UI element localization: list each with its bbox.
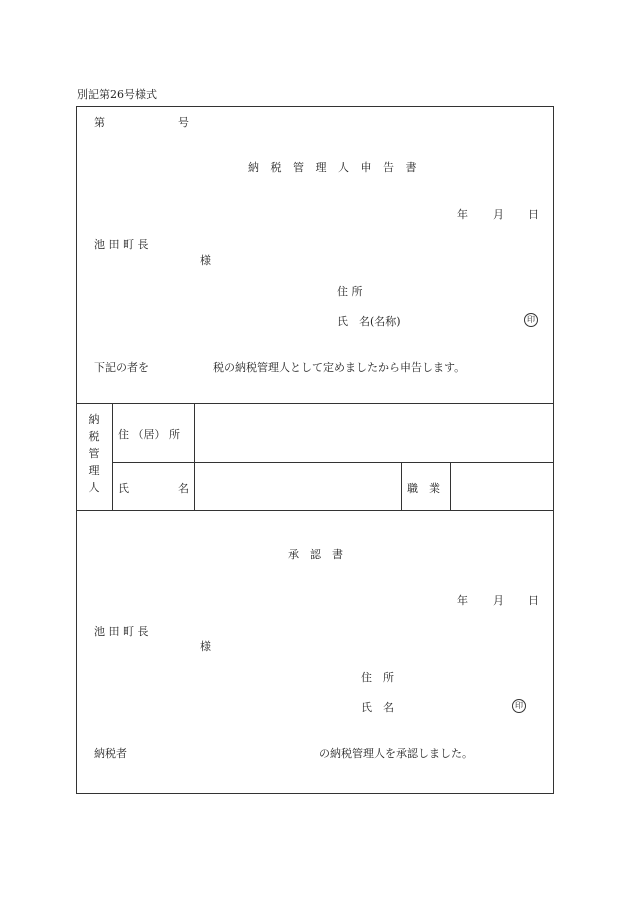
table-col-line-2 [194, 403, 195, 510]
table-col-line-3 [401, 462, 402, 510]
declaration-name-label: 氏 名(名称) [337, 315, 401, 328]
side-char: 税 [88, 430, 100, 443]
seal-icon: 印 [524, 313, 538, 327]
form-frame [76, 106, 554, 794]
table-col-line-4 [450, 462, 451, 510]
declaration-address-label: 住 所 [337, 285, 363, 298]
declaration-body-left: 下記の者を [94, 361, 149, 374]
declaration-body-right: 税の納税管理人として定めましたから申告します。 [213, 361, 466, 374]
approval-addressee: 池 田 町 長 [94, 625, 149, 638]
approval-name-label: 氏 名 [361, 701, 394, 714]
approval-date-year: 年 [457, 594, 468, 607]
name-label-left: 氏 [118, 482, 129, 495]
side-char: 理 [88, 464, 100, 477]
approval-date-month: 月 [493, 594, 504, 607]
declaration-addressee: 池 田 町 長 [94, 238, 149, 251]
table-col-line-1 [112, 403, 113, 510]
approval-address-label: 住 所 [361, 671, 394, 684]
taxpayer-label: 納税者 [94, 747, 127, 760]
side-char: 管 [88, 447, 100, 460]
seal-icon: 印 [512, 699, 526, 713]
residence-label: 住 （居） 所 [118, 428, 180, 441]
number-go: 号 [178, 116, 189, 129]
approval-date-day: 日 [528, 594, 539, 607]
table-mid-line [112, 462, 554, 463]
table-bottom-line [76, 510, 554, 511]
number-dai: 第 [94, 116, 105, 129]
form-label: 別記第26号様式 [77, 88, 157, 101]
side-char: 人 [88, 481, 100, 494]
declaration-date-year: 年 [457, 208, 468, 221]
side-char: 納 [88, 413, 100, 426]
name-label-right: 名 [178, 482, 189, 495]
table-top-line [76, 403, 554, 404]
approval-title: 承 認 書 [288, 548, 343, 561]
approval-text: の納税管理人を承認しました。 [319, 747, 473, 760]
declaration-honorific: 様 [200, 254, 211, 267]
declaration-date-day: 日 [528, 208, 539, 221]
table-side-label [87, 411, 101, 496]
declaration-title: 納 税 管 理 人 申 告 書 [248, 161, 421, 174]
approval-honorific: 様 [200, 640, 211, 653]
declaration-date-month: 月 [493, 208, 504, 221]
occupation-label: 職 業 [407, 482, 440, 495]
